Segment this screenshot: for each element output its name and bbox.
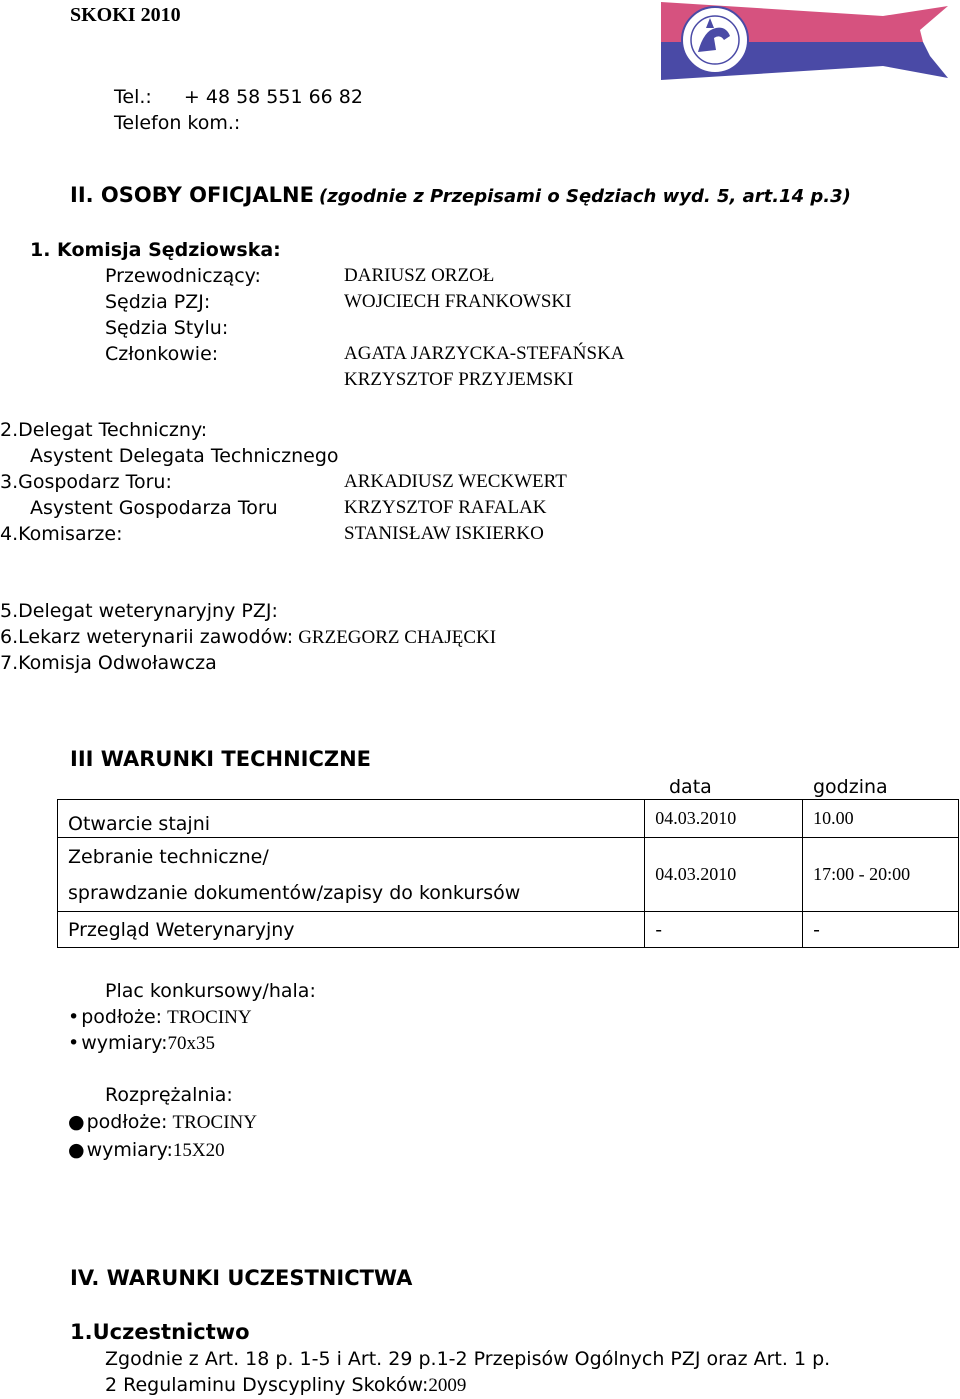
warmup-title: Rozprężalnia: xyxy=(105,1084,233,1106)
participation-year: 2009 xyxy=(428,1375,467,1396)
role-name: ARKADIUSZ WECKWERT xyxy=(344,471,567,492)
arena-size-label: wymiary: xyxy=(81,1032,168,1054)
col-date-header: data xyxy=(669,776,712,798)
arena-size-value: 70x35 xyxy=(167,1033,216,1054)
warmup-surface-label: podłoże: xyxy=(86,1111,168,1133)
participation-section-title: IV. WARUNKI UCZESTNICTWA xyxy=(70,1266,413,1290)
committee-name: WOJCIECH FRANKOWSKI xyxy=(344,291,572,312)
vet-doctor-label: 6.Lekarz weterynarii zawodów: xyxy=(0,626,294,648)
warmup-surface-line xyxy=(68,1109,257,1136)
committee-role: Sędzia Stylu: xyxy=(105,317,229,339)
mobile-label: Telefon kom.: xyxy=(114,112,241,134)
role-label: 4.Komisarze: xyxy=(0,523,123,545)
role-label: Asystent Delegata Technicznego xyxy=(30,445,339,467)
participation-text-line: Zgodnie z Art. 18 p. 1-5 i Art. 29 p.1-2 Przepisów Ogólnych PZJ oraz Art. 1 p. xyxy=(105,1348,831,1370)
row-date: 04.03.2010 xyxy=(645,800,803,838)
arena-surface-line xyxy=(68,1004,252,1031)
row-label: Przegląd Weterynaryjny xyxy=(58,912,645,948)
row-label xyxy=(58,838,645,912)
committee-name: AGATA JARZYCKA-STEFAŃSKA xyxy=(344,343,625,364)
participation-line2: 2 Regulaminu Dyscypliny Skoków: xyxy=(105,1374,429,1396)
vet-doctor-line xyxy=(0,624,496,651)
row-label-line: sprawdzanie dokumentów/zapisy do konkursów xyxy=(68,881,521,904)
bullet-icon: ● xyxy=(68,1139,85,1161)
warmup-size-value: 15X20 xyxy=(172,1140,225,1161)
row-time: 10.00 xyxy=(803,800,959,838)
bullet-icon: • xyxy=(68,1032,80,1054)
row-date: - xyxy=(645,912,803,948)
bullet-icon: ● xyxy=(68,1111,85,1133)
table-row xyxy=(58,838,959,912)
role-name: STANISŁAW ISKIERKO xyxy=(344,523,544,544)
document-title: SKOKI 2010 xyxy=(70,4,181,26)
schedule-table xyxy=(57,799,959,948)
officials-section-title: II. OSOBY OFICJALNE xyxy=(70,183,314,207)
committee-name: DARIUSZ ORZOŁ xyxy=(344,265,495,286)
committee-name: KRZYSZTOF PRZYJEMSKI xyxy=(344,369,574,390)
committee-role: Przewodniczący: xyxy=(105,265,261,287)
row-date: 04.03.2010 xyxy=(645,838,803,912)
role-label: 2.Delegat Techniczny: xyxy=(0,419,208,441)
committee-role: Sędzia PZJ: xyxy=(105,291,211,313)
technical-section-title: III WARUNKI TECHNICZNE xyxy=(70,747,372,771)
pzj-flag-icon xyxy=(658,0,950,84)
officials-section-heading xyxy=(70,183,851,210)
row-label-line: Zebranie techniczne/ xyxy=(68,845,269,868)
arena-surface-label: podłoże: xyxy=(81,1006,163,1028)
table-row xyxy=(58,912,959,948)
arena-size-line xyxy=(68,1030,215,1057)
participation-subtitle: 1.Uczestnictwo xyxy=(70,1320,250,1344)
committee-title: 1. Komisja Sędziowska: xyxy=(30,239,281,261)
row-label: Otwarcie stajni xyxy=(58,800,645,838)
table-row xyxy=(58,800,959,838)
tel-line xyxy=(114,84,363,110)
warmup-surface-value: TROCINY xyxy=(172,1112,257,1133)
row-time: 17:00 - 20:00 xyxy=(803,838,959,912)
role-label: Asystent Gospodarza Toru xyxy=(30,497,278,519)
arena-title: Plac konkursowy/hala: xyxy=(105,980,316,1002)
warmup-size-line xyxy=(68,1137,225,1164)
officials-section-note: (zgodnie z Przepisami o Sędziach wyd. 5, art.14 p.3) xyxy=(319,186,851,207)
tel-value: + 48 58 551 66 82 xyxy=(183,86,363,108)
col-time-header: godzina xyxy=(813,776,888,798)
vet-doctor-name: GRZEGORZ CHAJĘCKI xyxy=(298,627,497,648)
role-name: KRZYSZTOF RAFALAK xyxy=(344,497,547,518)
participation-text-line xyxy=(105,1372,466,1399)
warmup-size-label: wymiary: xyxy=(86,1139,173,1161)
bullet-icon: • xyxy=(68,1006,80,1028)
arena-surface-value: TROCINY xyxy=(167,1007,252,1028)
vet-delegate-label: 5.Delegat weterynaryjny PZJ: xyxy=(0,600,278,622)
appeals-committee-label: 7.Komisja Odwoławcza xyxy=(0,652,217,674)
tel-label: Tel.: xyxy=(114,86,152,108)
role-label: 3.Gospodarz Toru: xyxy=(0,471,172,493)
committee-role: Członkowie: xyxy=(105,343,219,365)
row-time: - xyxy=(803,912,959,948)
